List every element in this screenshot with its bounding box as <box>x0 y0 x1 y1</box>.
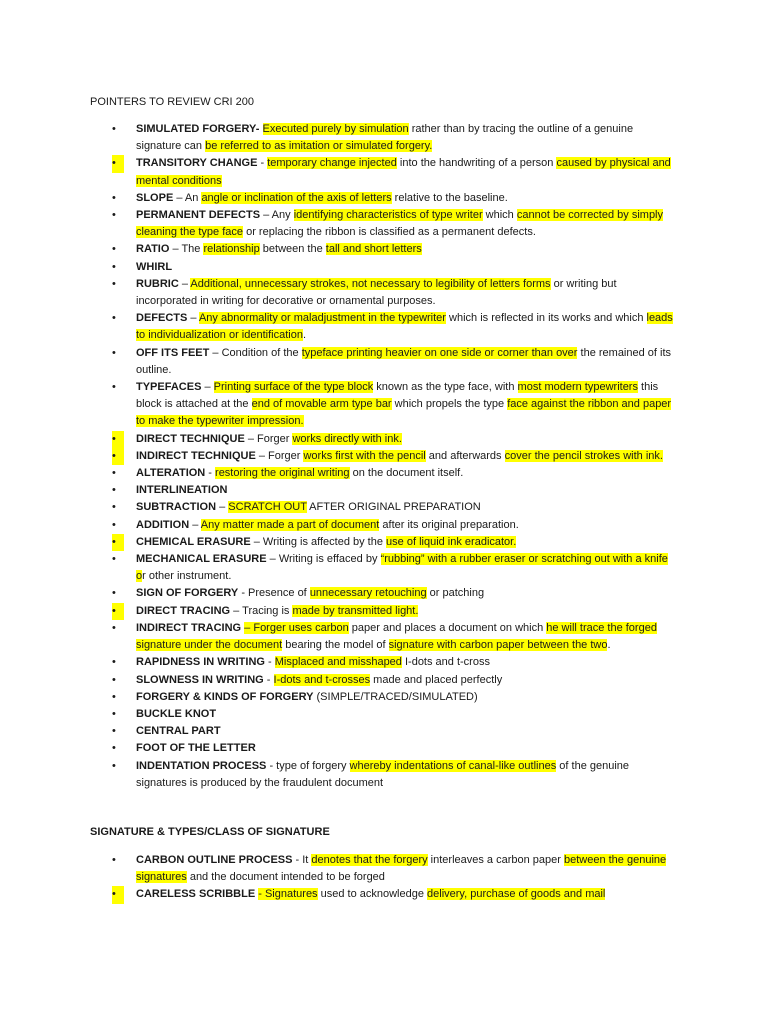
list-item <box>0 603 680 620</box>
list-item <box>0 551 680 585</box>
body-text: after its original preparation. <box>379 518 519 531</box>
bullet-icon: • <box>112 123 116 135</box>
list-item <box>0 672 680 689</box>
list-item <box>0 121 680 155</box>
highlighted-text: face against the ribbon and paper to make the typewriter impression. <box>136 398 672 428</box>
bullet-icon: • <box>112 587 116 600</box>
list-item <box>0 499 680 516</box>
list-item <box>0 654 680 671</box>
highlighted-text: restoring the original writing <box>215 467 350 480</box>
body-text: known as the type face, with <box>373 381 518 394</box>
highlighted-text: cannot be corrected by simply cleaning the type face <box>136 209 664 239</box>
body-text: - <box>205 467 216 480</box>
bullet-icon: • <box>112 621 116 634</box>
body-text: made and placed perfectly <box>370 673 503 686</box>
term-label: SUBTRACTION <box>136 501 217 514</box>
list-item <box>0 723 680 740</box>
term-label: CARELESS SCRIBBLE <box>136 888 256 901</box>
term-label: CHEMICAL ERASURE <box>136 535 251 548</box>
body-text: interleaves a carbon paper <box>427 854 564 866</box>
body-text: – Writing is affected by the <box>250 535 387 548</box>
highlighted-text: tall and short letters <box>325 243 422 256</box>
bullet-icon: • <box>112 448 124 465</box>
bullet-icon: • <box>112 312 116 325</box>
body-text: – <box>216 501 229 514</box>
list-item <box>0 482 680 499</box>
highlighted-text: cover the pencil strokes with ink. <box>504 449 663 462</box>
highlighted-text: works first with the pencil <box>303 449 426 462</box>
list-item <box>0 585 680 602</box>
bullet-icon: • <box>112 467 116 480</box>
body-text: rather than by tracing the outline of a genuine signature can <box>136 123 634 153</box>
list-item <box>0 345 680 379</box>
list-item <box>0 758 680 792</box>
body-text: this block is attached at the <box>136 381 659 411</box>
bullet-icon: • <box>112 707 116 720</box>
bullet-icon: • <box>112 534 124 551</box>
term-label: DEFECTS <box>136 312 188 325</box>
highlighted-text: use of liquid ink eradicator. <box>386 535 517 548</box>
term-label: RUBRIC <box>136 277 179 290</box>
highlighted-text: relationship <box>203 243 260 256</box>
bullet-icon: • <box>112 346 116 359</box>
highlighted-text: Additional, unnecessary strokes, not necessary to legibility of letters forms <box>190 277 551 290</box>
bullet-icon: • <box>112 656 116 669</box>
list-item <box>0 689 680 706</box>
body-text: – Condition of the <box>209 346 302 359</box>
bullet-icon: • <box>112 603 124 620</box>
body-text: – <box>201 381 214 394</box>
body-text: which is reflected in its works and which <box>445 312 647 325</box>
body-text: AFTER ORIGINAL PREPARATION <box>306 501 481 514</box>
highlighted-text: made by transmitted light. <box>292 604 419 617</box>
body-text: which propels the type <box>391 398 508 411</box>
term-label: DIRECT TRACING <box>136 604 231 617</box>
body-text: bearing the model of <box>282 639 389 652</box>
list-item <box>0 517 680 534</box>
highlighted-text: SCRATCH OUT <box>228 501 307 514</box>
list-item <box>0 207 680 241</box>
list-item <box>0 534 680 551</box>
term-label: INTERLINEATION <box>136 484 228 497</box>
body-text: – Forger <box>255 449 304 462</box>
list-item <box>0 620 680 654</box>
body-text: - type of forgery <box>266 759 350 772</box>
body-text: - <box>264 656 275 669</box>
body-text: or replacing the ribbon is classified as a permanent defects. <box>243 226 536 239</box>
body-text: – Tracing is <box>230 604 293 617</box>
bullet-icon: • <box>112 742 116 755</box>
term-label: WHIRL <box>136 260 173 273</box>
bullet-icon: • <box>112 518 116 531</box>
bullet-icon: • <box>112 553 116 566</box>
bullet-icon: • <box>112 759 116 772</box>
term-label: RATIO <box>136 243 170 256</box>
body-text: the remained of its outline. <box>136 346 672 376</box>
highlighted-text: whereby indentations of canal-like outlines <box>349 759 557 772</box>
bullet-icon: • <box>112 673 116 686</box>
body-text: - It <box>292 854 312 866</box>
list-item <box>0 379 680 431</box>
bullet-icon: • <box>112 484 116 497</box>
body-text: relative to the baseline. <box>391 191 508 204</box>
term-label: MECHANICAL ERASURE <box>136 553 267 566</box>
bullet-icon: • <box>112 501 116 514</box>
highlighted-text: angle or inclination of the axis of letters <box>201 191 392 204</box>
highlighted-text: be referred to as imitation or simulated forgery. <box>205 140 433 153</box>
body-text: – The <box>169 243 204 256</box>
highlighted-text: – Forger uses carbon <box>244 621 349 634</box>
term-label: CARBON OUTLINE PROCESS <box>136 854 293 866</box>
term-label: OFF ITS FEET <box>136 346 210 359</box>
term-label: TYPEFACES <box>136 381 202 394</box>
highlighted-text: caused by physical and mental conditions <box>136 157 671 187</box>
list-item <box>0 276 680 310</box>
body-text: – Any <box>260 209 294 222</box>
bullet-icon: • <box>112 854 116 866</box>
term-label: FORGERY & KINDS OF FORGERY <box>136 690 314 703</box>
body-text: – <box>178 277 191 290</box>
term-label: INDIRECT TECHNIQUE <box>136 449 256 462</box>
review-pointers-list <box>0 121 680 792</box>
body-text: or writing but incorporated in writing for decorative or ornamental purposes. <box>136 277 617 308</box>
list-item <box>0 431 680 448</box>
bullet-icon: • <box>112 431 124 448</box>
body-text: of the genuine signatures is produced by the fraudulent document <box>136 759 630 789</box>
body-text: – An <box>173 191 202 204</box>
highlighted-text: most modern typewriters <box>517 381 638 394</box>
bullet-icon: • <box>112 209 116 222</box>
term-label: DIRECT TECHNIQUE <box>136 432 245 445</box>
body-text: r other instrument. <box>142 570 232 583</box>
body-text: which <box>482 209 517 222</box>
list-item <box>0 706 680 723</box>
body-text: . <box>607 639 611 652</box>
term-label: FOOT OF THE LETTER <box>136 742 256 755</box>
body-text: between the <box>259 243 326 256</box>
list-item <box>0 190 680 207</box>
bullet-icon: • <box>112 277 116 290</box>
list-item <box>0 740 680 757</box>
highlighted-text: delivery, purchase of goods and mail <box>427 888 606 901</box>
body-text: – Forger <box>244 432 293 445</box>
list-item <box>0 241 680 258</box>
highlighted-text: leads to individualization or identification <box>136 312 673 342</box>
term-label: SLOPE <box>136 191 174 204</box>
body-text: into the handwriting of a person <box>396 157 557 170</box>
bullet-icon: • <box>112 886 124 903</box>
list-item <box>0 465 680 482</box>
highlighted-text: I-dots and t-crosses <box>273 673 371 686</box>
highlighted-text: - Signatures <box>258 888 318 901</box>
highlighted-text: Any abnormality or maladjustment in the typewriter <box>198 312 446 325</box>
body-text: used to acknowledge <box>317 888 428 901</box>
body-text: - <box>257 157 268 170</box>
bullet-icon: • <box>112 381 116 394</box>
term-label: INDENTATION PROCESS <box>136 759 267 772</box>
highlighted-text: Printing surface of the type block <box>213 381 374 394</box>
highlighted-text: typeface printing heavier on one side or corner than over <box>301 346 578 359</box>
bullet-icon: • <box>112 260 116 273</box>
highlighted-text: temporary change injected <box>267 157 397 170</box>
body-text: and the document intended to be forged <box>186 871 385 884</box>
term-label: SIMULATED FORGERY- <box>136 123 260 135</box>
highlighted-text: he will trace the forged signature under the document <box>136 621 657 652</box>
list-item <box>0 886 680 903</box>
term-label: ADDITION <box>136 518 190 531</box>
list-item <box>0 310 680 344</box>
highlighted-text: Executed purely by simulation <box>262 123 409 135</box>
highlighted-text: unnecessary retouching <box>309 587 427 600</box>
body-text: – <box>187 312 199 325</box>
term-label: INDIRECT TRACING <box>136 621 242 634</box>
highlighted-text: “rubbing” with a rubber eraser or scratching out with a knife o <box>136 553 668 583</box>
term-label: SIGN OF FORGERY <box>136 587 239 600</box>
term-label: BUCKLE KNOT <box>136 707 217 720</box>
list-item <box>0 259 680 276</box>
bullet-icon: • <box>112 725 116 738</box>
bullet-icon: • <box>112 690 116 703</box>
body-text: – Writing is effaced by <box>266 553 381 566</box>
list-item <box>0 155 680 189</box>
body-text: and afterwards <box>425 449 505 462</box>
highlighted-text: end of movable arm type bar <box>251 398 392 411</box>
body-text: I-dots and t-cross <box>401 656 490 669</box>
list-item <box>0 852 680 886</box>
body-text: (SIMPLE/TRACED/SIMULATED) <box>313 690 478 703</box>
section-title: SIGNATURE & TYPES/CLASS OF SIGNATURE <box>90 826 330 838</box>
term-label: PERMANENT DEFECTS <box>136 209 261 222</box>
highlighted-text: works directly with ink. <box>292 432 402 445</box>
highlighted-text: signature with carbon paper between the two <box>388 639 608 652</box>
term-label: TRANSITORY CHANGE <box>136 157 258 170</box>
highlighted-text: denotes that the forgery <box>311 854 428 866</box>
term-label: ALTERATION <box>136 467 206 480</box>
highlighted-text: Any matter made a part of document <box>200 518 380 531</box>
document-title: POINTERS TO REVIEW CRI 200 <box>90 96 255 108</box>
list-item <box>0 448 680 465</box>
term-label: SLOWNESS IN WRITING <box>136 673 264 686</box>
highlighted-text: Misplaced and misshaped <box>274 656 402 669</box>
bullet-icon: • <box>112 191 116 204</box>
body-text: – <box>189 518 201 531</box>
highlighted-text: identifying characteristics of type writer <box>293 209 483 222</box>
body-text: or patching <box>426 587 485 600</box>
highlighted-text: between the genuine signatures <box>136 854 667 884</box>
signature-types-list <box>0 852 680 904</box>
body-text: - Presence of <box>238 587 310 600</box>
term-label: CENTRAL PART <box>136 725 221 738</box>
body-text: - <box>263 673 274 686</box>
body-text: paper and places a document on which <box>348 621 547 634</box>
bullet-icon: • <box>112 155 124 172</box>
body-text: on the document itself. <box>349 467 464 480</box>
body-text: . <box>302 329 306 342</box>
bullet-icon: • <box>112 243 116 256</box>
term-label: RAPIDNESS IN WRITING <box>136 656 265 669</box>
